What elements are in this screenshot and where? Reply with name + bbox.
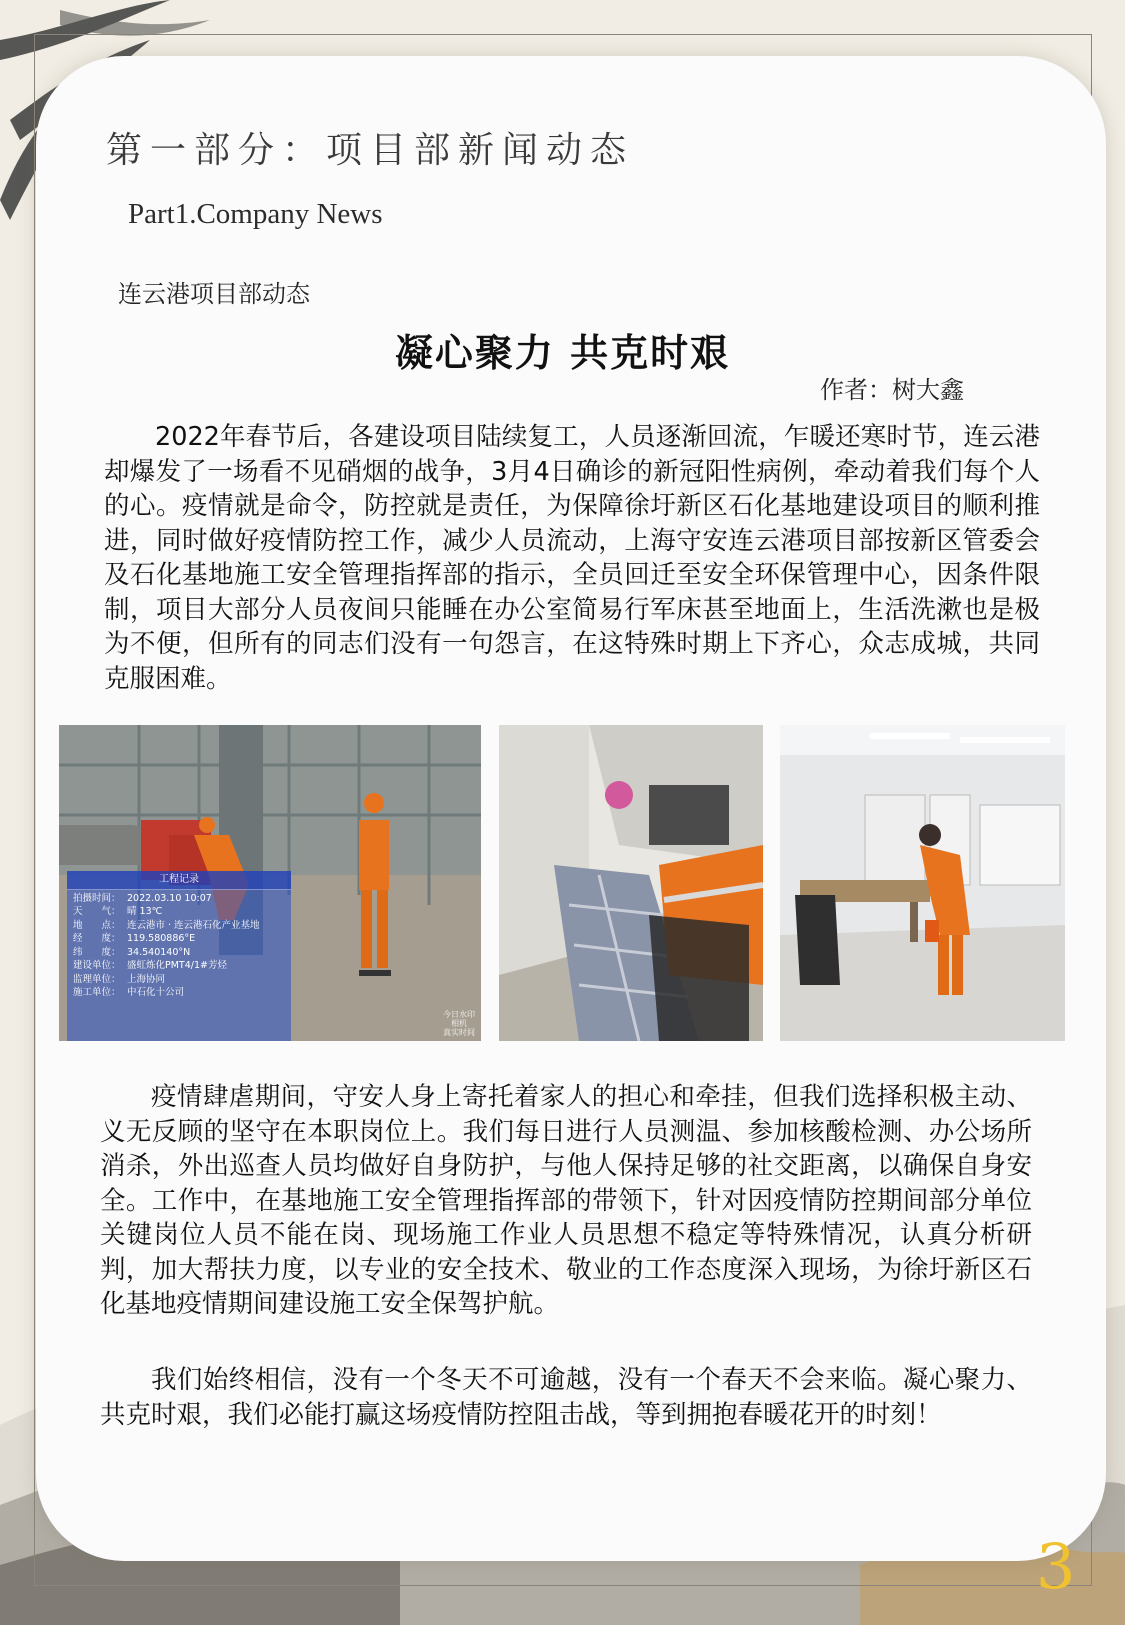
page-number: 3 <box>1036 1530 1076 1603</box>
watermark-row: 天 气： 晴 13℃ <box>73 906 163 917</box>
section-subtitle: Part1.Company News <box>128 198 383 230</box>
watermark-stamp: 今日水印 相机 真实时间 <box>443 1010 475 1037</box>
watermark-title: 工程记录 <box>67 871 291 890</box>
article-paragraph-3: 我们始终相信，没有一个冬天不可逾越，没有一个春天不会来临。凝心聚力、共克时艰，我们必能打赢这场疫情防控阻击战，等到拥抱春暖花开的时刻！ <box>100 1365 1032 1430</box>
office-disinfection-photo <box>780 725 1065 1041</box>
watermark-row: 建设单位： 盛虹炼化PMT4/1#芳烃 <box>73 960 227 971</box>
article-paragraph-2: 疫情肆虐期间，守安人身上寄托着家人的担心和牵挂，但我们选择积极主动、义无反顾的坚守在本职岗位上。我们每日进行人员测温、参加核酸检测、办公场所消杀，外出巡查人员均做好自身防护，与他人保持足够的社交距离，以确保自身安全。工作中，在基地施工安全管理指挥部的带领下，针对因疫情防控期间部分单位关键岗位人员不能在岗、现场施工作业人员思想不稳定等特殊情况，认真分析研判，加大帮扶力度，以专业的安全技术、敬业的工作态度深入现场，为徐圩新区石化基地疫情期间建设施工安全保驾护航。 <box>100 1082 1032 1319</box>
watermark-row: 纬 度： 34.540140°N <box>73 946 191 958</box>
watermark-row: 经 度： 119.580886°E <box>73 933 196 944</box>
article-headline: 凝心聚力 共克时艰 <box>394 331 731 375</box>
office-bed-photo <box>499 725 763 1041</box>
photo-watermark-panel <box>67 871 291 1041</box>
construction-site-photo <box>59 725 481 1041</box>
department-label: 连云港项目部动态 <box>118 280 310 308</box>
watermark-row: 监理单位： 上海协同 <box>73 973 166 985</box>
watermark-row: 拍摄时间： 2022.03.10 10:07 <box>73 892 212 904</box>
section-title: 第一部分：项目部新闻动态 <box>106 130 635 171</box>
watermark-row: 施工单位： 中石化十公司 <box>73 987 185 998</box>
article-author: 作者：树大鑫 <box>820 376 964 404</box>
article-paragraph-1: 2022年春节后，各建设项目陆续复工，人员逐渐回流，乍暖还寒时节，连云港却爆发了一场看不见硝烟的战争，3月4日确诊的新冠阳性病例，牵动着我们每个人的心。疫情就是命令，防控就是责任，为保障徐圩新区石化基地建设项目的顺利推进，同时做好疫情防控工作，减少人员流动，上海守安连云港项目部按新区管委会及石化基地施工安全管理指挥部的指示，全员回迁至安全环保管理中心，因条件限制，项目大部分人员夜间只能睡在办公室简易行军床甚至地面上，生活洗漱也是极为不便，但所有的同志们没有一句怨言，在这特殊时期上下齐心，众志成城，共同克服困难。 <box>104 422 1040 694</box>
watermark-row: 地 点： 连云港市 · 连云港石化产业基地 <box>73 919 260 931</box>
